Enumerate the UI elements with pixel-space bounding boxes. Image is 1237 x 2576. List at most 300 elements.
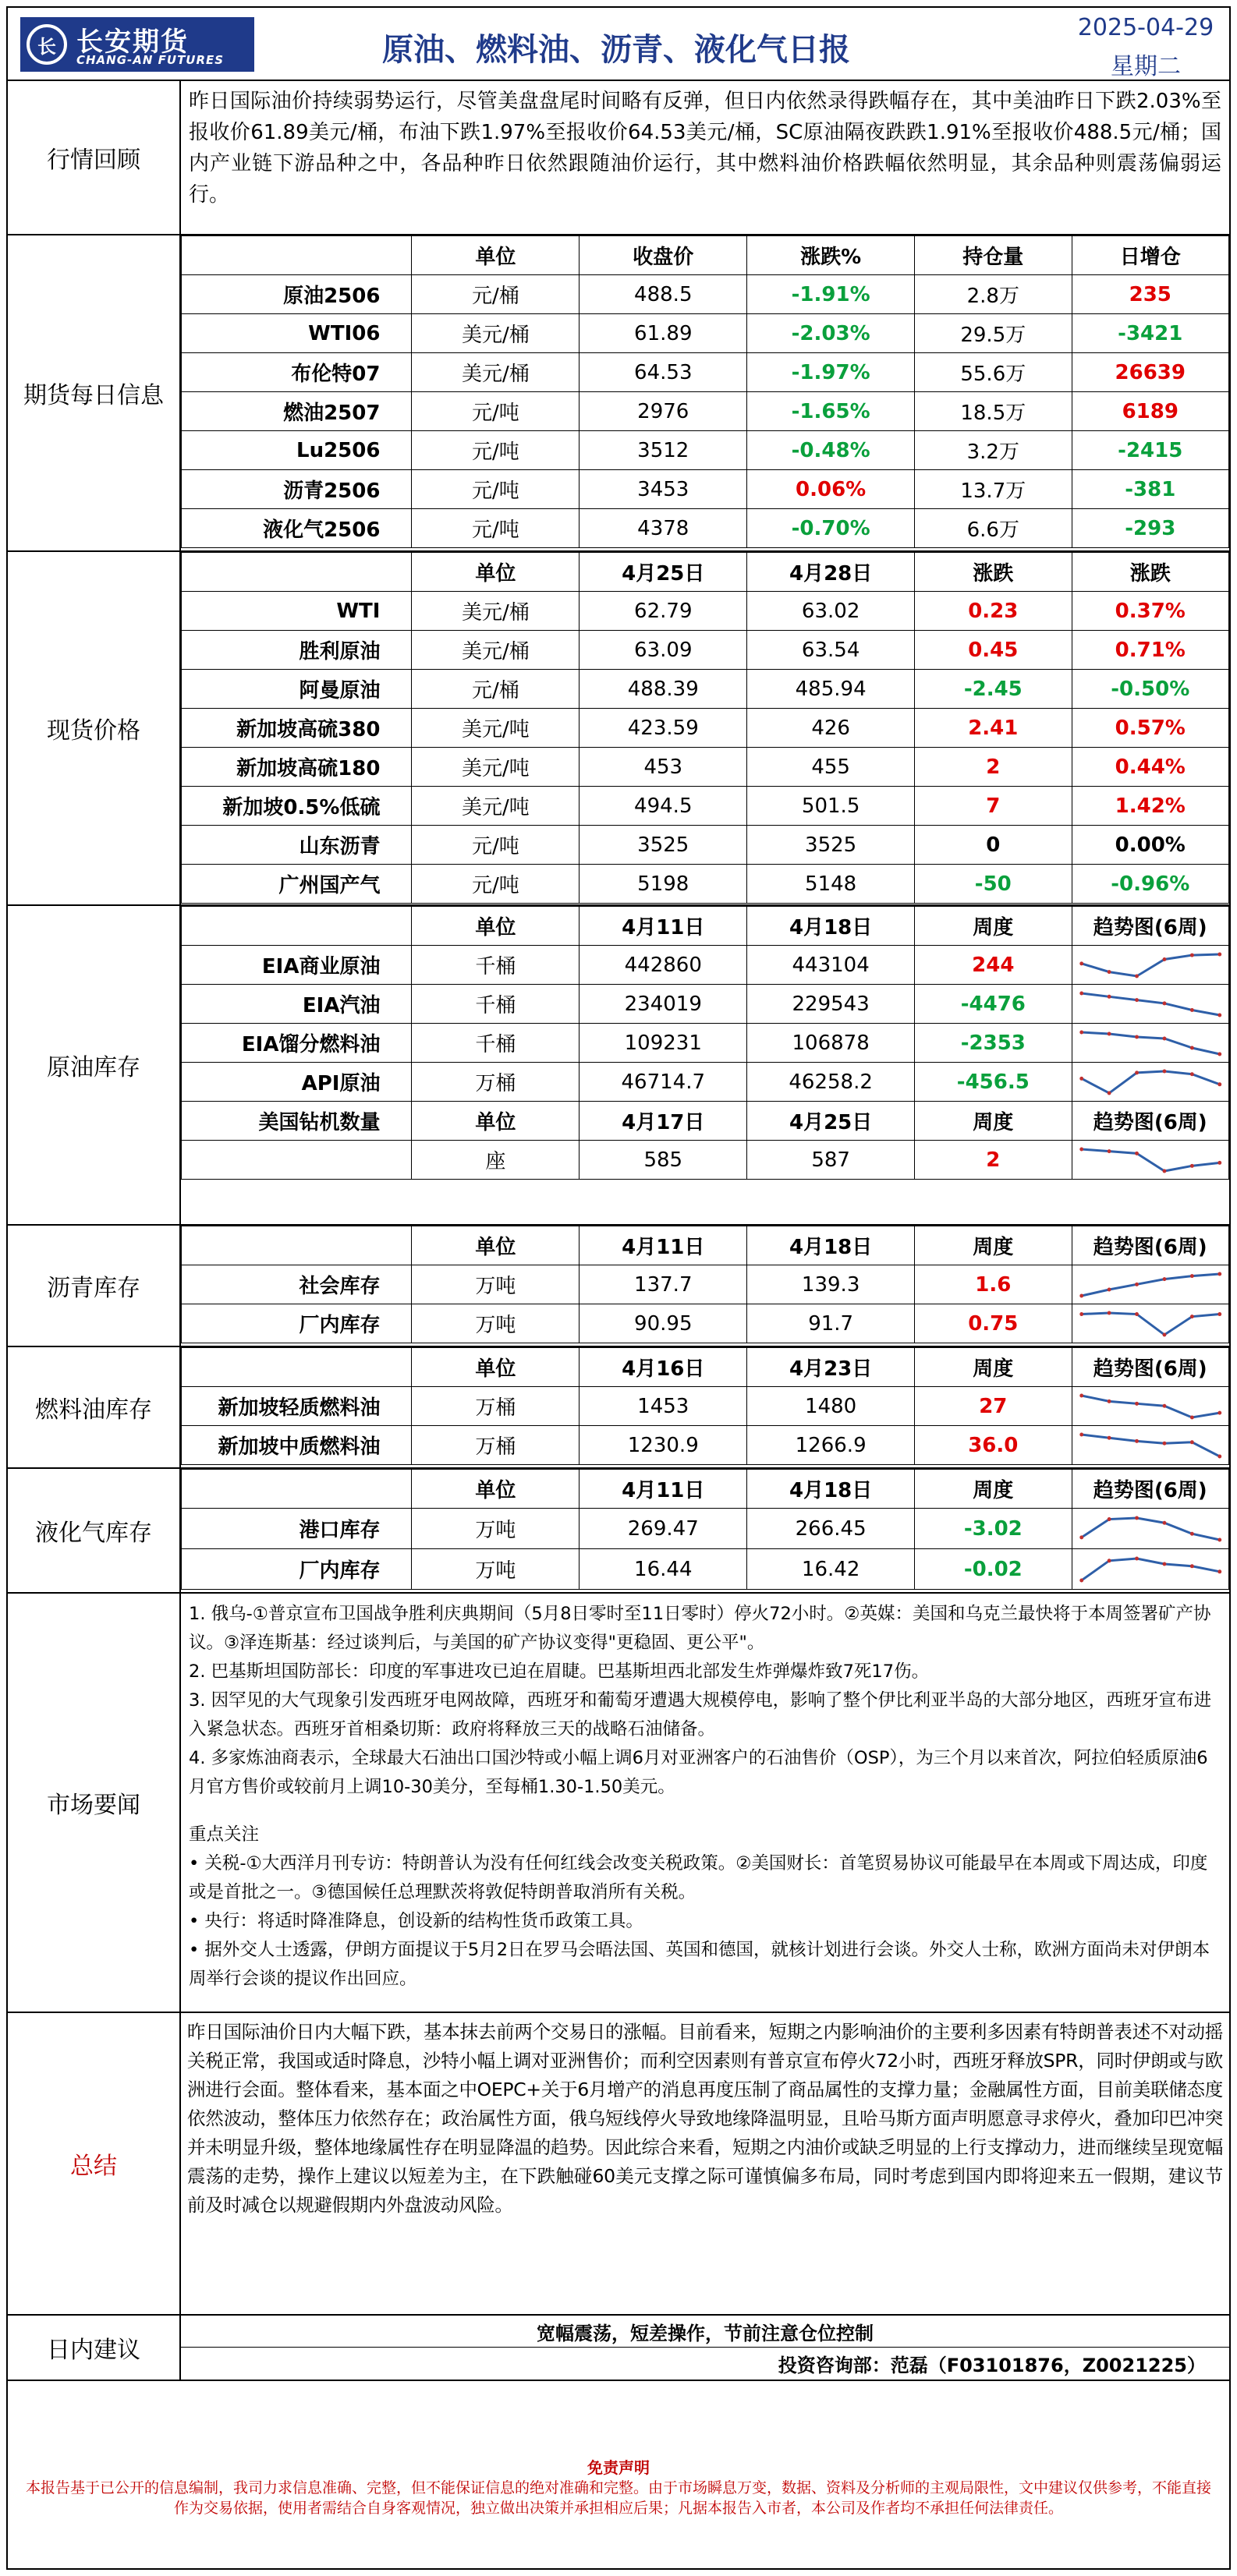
futures-table — [181, 235, 1229, 548]
trend-point — [1079, 991, 1083, 995]
header-cell: 4月28日 — [747, 553, 915, 592]
trend-line — [1081, 954, 1219, 976]
change-cell: 0.06% — [747, 470, 915, 509]
table-row — [182, 985, 1229, 1024]
trend-point — [1107, 994, 1111, 998]
table-row — [182, 1265, 1229, 1304]
unit-cell: 万吨 — [412, 1304, 580, 1343]
advice-line1: 宽幅震荡，短差操作，节前注意仓位控制 — [181, 2316, 1229, 2348]
value-cell: 229543 — [747, 985, 915, 1024]
trend-point — [1135, 1516, 1139, 1520]
header-cell: 涨跌 — [915, 553, 1072, 592]
unit-cell: 元/吨 — [412, 865, 580, 904]
header-cell: 持仓量 — [915, 236, 1072, 275]
change-cell: -0.50% — [1072, 670, 1228, 709]
change-cell: -0.96% — [1072, 865, 1228, 904]
lpg_inv-table — [181, 1469, 1229, 1590]
news-item: 2. 巴基斯坦国防部长：印度的军事进攻已迫在眉睫。巴基斯坦西北部发生炸弹爆炸致7死17伤。 — [189, 1661, 930, 1682]
trend-sparkline — [1076, 950, 1225, 981]
row-name: 山东沥青 — [182, 826, 412, 865]
trend-cell — [1072, 1509, 1228, 1549]
trend-cell — [1072, 1426, 1228, 1465]
value-cell: 29.5万 — [915, 314, 1072, 353]
change-cell: 0 — [915, 826, 1072, 865]
row-name: 新加坡中质燃料油 — [182, 1426, 412, 1465]
value-cell: 109231 — [580, 1024, 747, 1063]
trend-point — [1162, 1001, 1166, 1005]
header-cell: 涨跌% — [747, 236, 915, 275]
change-cell: -0.48% — [747, 431, 915, 470]
advice-section — [8, 2316, 1229, 2381]
header-cell: 4月25日 — [747, 1102, 915, 1141]
header-cell: 4月25日 — [580, 553, 747, 592]
header-cell: 趋势图(6周) — [1072, 1348, 1228, 1387]
header-cell: 单位 — [412, 1348, 580, 1387]
trend-point — [1162, 1169, 1166, 1173]
row-name: 港口库存 — [182, 1509, 412, 1549]
value-cell: 3525 — [580, 826, 747, 865]
row-name: 社会库存 — [182, 1265, 412, 1304]
trend-sparkline — [1076, 1067, 1225, 1098]
row-name: 广州国产气 — [182, 865, 412, 904]
header-cell — [182, 1226, 412, 1265]
value-cell: 1453 — [580, 1387, 747, 1426]
trend-point — [1107, 1517, 1111, 1521]
change-cell: 0.57% — [1072, 709, 1228, 748]
lpg-inventory-label: 液化气库存 — [8, 1469, 181, 1592]
unit-cell: 元/吨 — [412, 431, 580, 470]
disclaimer-text: 本报告基于已公开的信息编制，我司力求信息准确、完整，但不能保证信息的绝对准确和完整。由于市场瞬息万变，数据、资料及分析师的主观局限性，文中建议仅供参考，不能直接作为交易依据，使用者需结合自身客观情况，独立做出决策并承担相应后果；凡据本报告入市者，本公司及作者均不承担任何法律责任。 — [25, 2479, 1211, 2517]
unit-cell: 元/吨 — [412, 470, 580, 509]
value-cell: 13.7万 — [915, 470, 1072, 509]
unit-cell: 千桶 — [412, 1024, 580, 1063]
change-cell: 0.00% — [1072, 826, 1228, 865]
trend-sparkline — [1076, 989, 1225, 1020]
header-cell: 美国钻机数量 — [182, 1102, 412, 1141]
trend-point — [1162, 1403, 1166, 1407]
trend-cell — [1072, 1387, 1228, 1426]
market-news-section — [8, 1594, 1229, 2013]
change-cell: 7 — [915, 787, 1072, 826]
unit-cell: 美元/吨 — [412, 787, 580, 826]
table-row — [182, 709, 1229, 748]
trend-point — [1079, 1293, 1083, 1297]
change-cell: 0.71% — [1072, 631, 1228, 670]
trend-point — [1162, 1520, 1166, 1524]
header-cell: 日增仓 — [1072, 236, 1228, 275]
spot-table — [181, 552, 1229, 904]
value-cell: 2.8万 — [915, 275, 1072, 314]
row-name: EIA馏分燃料油 — [182, 1024, 412, 1063]
trend-line — [1081, 1559, 1219, 1580]
header-cell: 周度 — [915, 1470, 1072, 1509]
unit-cell: 美元/吨 — [412, 709, 580, 748]
row-name: 厂内库存 — [182, 1304, 412, 1343]
change-cell: 0.37% — [1072, 592, 1228, 631]
change-cell: -2.03% — [747, 314, 915, 353]
summary-section — [8, 2013, 1229, 2316]
row-name: WTI06 — [182, 314, 412, 353]
trend-point — [1079, 1432, 1083, 1436]
value-cell: 5148 — [747, 865, 915, 904]
trend-point — [1189, 1415, 1193, 1419]
trend-line — [1081, 1518, 1219, 1540]
trend-sparkline — [1076, 1430, 1225, 1461]
trend-point — [1135, 1035, 1139, 1039]
trend-point — [1218, 1160, 1221, 1164]
trend-cell — [1072, 1549, 1228, 1590]
trend-point — [1107, 1091, 1111, 1095]
trend-point — [1189, 1163, 1193, 1167]
header-cell — [182, 553, 412, 592]
change-cell: -0.70% — [747, 509, 915, 548]
trend-point — [1162, 1277, 1166, 1281]
trend-point — [1189, 1008, 1193, 1012]
value-cell: 455 — [747, 748, 915, 787]
unit-cell: 美元/吨 — [412, 748, 580, 787]
value-cell: 90.95 — [580, 1304, 747, 1343]
trend-point — [1079, 1312, 1083, 1316]
trend-point — [1189, 1564, 1193, 1568]
unit-cell: 美元/桶 — [412, 353, 580, 392]
change-cell: 2 — [915, 1141, 1072, 1180]
trend-point — [1162, 1562, 1166, 1566]
review-section — [8, 81, 1229, 235]
header-cell: 4月16日 — [580, 1348, 747, 1387]
unit-cell: 美元/桶 — [412, 314, 580, 353]
review-text: 昨日国际油价持续弱势运行，尽管美盘盘尾时间略有反弹，但日内依然录得跌幅存在，其中美油昨日下跌2.03%至报收价61.89美元/桶，布油下跌1.97%至报收价64.53美元/桶，SC原油隔夜跌跌1.91%至报收价488.5元/桶；国内产业链下游品种之中，各品种昨日依然跟随油价运行，其中燃料油价格跌幅依然明显，其余品种则震荡偏弱运行。 — [189, 90, 1221, 207]
value-cell: 3453 — [580, 470, 747, 509]
value-cell: 63.54 — [747, 631, 915, 670]
table-row — [182, 275, 1229, 314]
trend-line — [1081, 993, 1219, 1015]
fuel-inventory-label: 燃料油库存 — [8, 1347, 181, 1467]
change-cell: -293 — [1072, 509, 1228, 548]
crude-inventory-section — [8, 906, 1229, 1226]
futures-section — [8, 235, 1229, 552]
fuel-inventory-section — [8, 1347, 1229, 1469]
trend-point — [1135, 1282, 1139, 1286]
futures-label: 期货每日信息 — [8, 235, 181, 550]
trend-point — [1107, 1311, 1111, 1315]
value-cell: 106878 — [747, 1024, 915, 1063]
row-name: 沥青2506 — [182, 470, 412, 509]
value-cell: 16.44 — [580, 1549, 747, 1590]
focus-item: • 央行：将适时降准降息，创设新的结构性货币政策工具。 — [189, 1911, 643, 1931]
header-cell: 趋势图(6周) — [1072, 1470, 1228, 1509]
value-cell: 585 — [580, 1141, 747, 1180]
table-row — [182, 592, 1229, 631]
value-cell: 485.94 — [747, 670, 915, 709]
trend-point — [1189, 1440, 1193, 1444]
row-name: Lu2506 — [182, 431, 412, 470]
advice-label: 日内建议 — [8, 2316, 181, 2380]
focus-item: • 关税-①大西洋月刊专访：特朗普认为没有任何红线会改变关税政策。②美国财长：首笔贸易协议可能最早在本周或下周达成，印度或是首批之一。③德国候任总理默茨将敦促特朗普取消所有关税。 — [189, 1853, 1208, 1902]
row-name: 燃油2507 — [182, 392, 412, 431]
header-cell: 4月18日 — [747, 1226, 915, 1265]
trend-sparkline — [1076, 1391, 1225, 1422]
crude_inv-table — [181, 906, 1229, 1180]
unit-cell: 元/桶 — [412, 670, 580, 709]
crude-inventory-label: 原油库存 — [8, 906, 181, 1224]
change-cell: -381 — [1072, 470, 1228, 509]
news-item: 3. 因罕见的大气现象引发西班牙电网故障，西班牙和葡萄牙遭遇大规模停电，影响了整个伊比利亚半岛的大部分地区，西班牙宣布进入紧急状态。西班牙首相桑切斯：政府将释放三天的战略石油储备。 — [189, 1690, 1212, 1739]
asphalt_inv-table — [181, 1226, 1229, 1343]
disclaimer-title: 免责声明 — [587, 2458, 650, 2477]
trend-sparkline — [1076, 1554, 1225, 1585]
value-cell: 488.39 — [580, 670, 747, 709]
change-cell: 0.75 — [915, 1304, 1072, 1343]
unit-cell: 万桶 — [412, 1063, 580, 1102]
value-cell: 46714.7 — [580, 1063, 747, 1102]
change-cell: -456.5 — [915, 1063, 1072, 1102]
trend-point — [1135, 998, 1139, 1002]
trend-point — [1189, 1315, 1193, 1318]
header-cell: 4月11日 — [580, 1226, 747, 1265]
header-cell: 周度 — [915, 1102, 1072, 1141]
unit-cell: 万桶 — [412, 1387, 580, 1426]
table-row — [182, 748, 1229, 787]
change-cell: 0.23 — [915, 592, 1072, 631]
value-cell: 62.79 — [580, 592, 747, 631]
row-name: 原油2506 — [182, 275, 412, 314]
header-cell: 单位 — [412, 907, 580, 946]
value-cell: 501.5 — [747, 787, 915, 826]
focus-title: 重点关注 — [189, 1824, 260, 1845]
unit-cell: 美元/桶 — [412, 592, 580, 631]
trend-point — [1135, 1151, 1139, 1155]
report-title: 原油、燃料油、沥青、液化气日报 — [382, 32, 850, 68]
value-cell: 2976 — [580, 392, 747, 431]
table-row — [182, 1063, 1229, 1102]
value-cell: 64.53 — [580, 353, 747, 392]
value-cell: 3512 — [580, 431, 747, 470]
fuel_inv-table — [181, 1347, 1229, 1465]
trend-point — [1162, 1332, 1166, 1336]
header-cell: 趋势图(6周) — [1072, 1102, 1228, 1141]
header-cell: 单位 — [412, 1102, 580, 1141]
header-cell: 单位 — [412, 1226, 580, 1265]
value-cell: 91.7 — [747, 1304, 915, 1343]
header-cell: 4月18日 — [747, 907, 915, 946]
trend-point — [1189, 1531, 1193, 1535]
trend-point — [1218, 1569, 1221, 1573]
change-cell: -50 — [915, 865, 1072, 904]
value-cell: 587 — [747, 1141, 915, 1180]
trend-point — [1189, 1274, 1193, 1278]
row-name: API原油 — [182, 1063, 412, 1102]
lpg-inventory-section — [8, 1469, 1229, 1594]
row-name: 新加坡高硫180 — [182, 748, 412, 787]
trend-sparkline — [1076, 1145, 1225, 1176]
trend-point — [1079, 1393, 1083, 1397]
trend-point — [1079, 1076, 1083, 1080]
header-cell: 单位 — [412, 553, 580, 592]
table-row — [182, 314, 1229, 353]
table-row — [182, 631, 1229, 670]
row-name: 液化气2506 — [182, 509, 412, 548]
table-row — [182, 826, 1229, 865]
change-cell: 36.0 — [915, 1426, 1072, 1465]
value-cell: 18.5万 — [915, 392, 1072, 431]
table-row — [182, 392, 1229, 431]
report-weekday: 星期二 — [1111, 53, 1181, 80]
unit-cell: 座 — [412, 1141, 580, 1180]
header-cell: 周度 — [915, 1348, 1072, 1387]
table-row — [182, 1426, 1229, 1465]
advice-line2: 投资咨询部：范磊（F03101876，Z0021225） — [778, 2355, 1206, 2376]
header-cell — [182, 1470, 412, 1509]
trend-point — [1135, 1070, 1139, 1074]
change-cell: 235 — [1072, 275, 1228, 314]
header-cell: 4月17日 — [580, 1102, 747, 1141]
trend-point — [1107, 1031, 1111, 1035]
change-cell: -0.02 — [915, 1549, 1072, 1590]
trend-point — [1218, 1013, 1221, 1017]
summary-label: 总结 — [8, 2013, 181, 2314]
trend-point — [1107, 1435, 1111, 1439]
trend-point — [1079, 1147, 1083, 1151]
unit-cell: 千桶 — [412, 985, 580, 1024]
trend-line — [1081, 1274, 1219, 1296]
value-cell: 46258.2 — [747, 1063, 915, 1102]
unit-cell: 千桶 — [412, 946, 580, 985]
trend-point — [1218, 1272, 1221, 1276]
trend-line — [1081, 1313, 1219, 1335]
trend-point — [1107, 1149, 1111, 1153]
trend-point — [1218, 1410, 1221, 1414]
row-name: 新加坡0.5%低硫 — [182, 787, 412, 826]
trend-point — [1162, 1036, 1166, 1040]
row-name: 布伦特07 — [182, 353, 412, 392]
change-cell: -1.65% — [747, 392, 915, 431]
value-cell: 3525 — [747, 826, 915, 865]
header-cell — [182, 907, 412, 946]
trend-point — [1218, 952, 1221, 956]
value-cell: 5198 — [580, 865, 747, 904]
table-row — [182, 1141, 1229, 1180]
unit-cell: 万吨 — [412, 1509, 580, 1549]
trend-point — [1135, 1312, 1139, 1316]
value-cell: 1266.9 — [747, 1426, 915, 1465]
trend-point — [1189, 1072, 1193, 1076]
table-row — [182, 470, 1229, 509]
trend-line — [1081, 1396, 1219, 1417]
trend-cell — [1072, 1265, 1228, 1304]
header-cell: 4月18日 — [747, 1470, 915, 1509]
value-cell: 423.59 — [580, 709, 747, 748]
focus-item: • 据外交人士透露，伊朗方面提议于5月2日在罗马会晤法国、英国和德国，就核计划进行会谈。外交人士称，欧洲方面尚未对伊朗本周举行会谈的提议作出回应。 — [189, 1940, 1210, 1989]
trend-point — [1079, 1535, 1083, 1539]
table-row — [182, 431, 1229, 470]
trend-point — [1218, 1052, 1221, 1056]
table-row — [182, 1024, 1229, 1063]
change-cell: 0.45 — [915, 631, 1072, 670]
header-cell: 周度 — [915, 907, 1072, 946]
trend-point — [1135, 974, 1139, 978]
value-cell: 426 — [747, 709, 915, 748]
trend-cell — [1072, 1304, 1228, 1343]
trend-line — [1081, 1071, 1219, 1093]
trend-point — [1162, 1069, 1166, 1073]
trend-point — [1218, 1454, 1221, 1458]
value-cell: 266.45 — [747, 1509, 915, 1549]
change-cell: 1.6 — [915, 1265, 1072, 1304]
table-row — [182, 1549, 1229, 1590]
summary-text: 昨日国际油价日内大幅下跌，基本抹去前两个交易日的涨幅。目前看来，短期之内影响油价的主要利多因素有特朗普表述不对动摇关税正常，我国或适时降息，沙特小幅上调对亚洲售价；而利空因素则有普京宣布停火72小时，西班牙释放SPR，同时伊朗或与欧洲进行会面。整体看来，基本面之中OEPC+关于6月增产的消息再度压制了商品属性的支撑力量；金融属性方面，目前美联储态度依然波动，整体压力依然存在；政治属性方面，俄乌短线停火导致地缘降温明显，且哈马斯方面声明愿意寻求停火，叠加印巴冲突并未明显升级，整体地缘属性存在明显降温的趋势。因此综合来看，短期之内油价或缺乏明显的上行支撑动力，进而继续呈现宽幅震荡的走势，操作上建议以短差为主，在下跌触碰60美元支撑之际可谨慎偏多布局，同时考虑到国内即将迎来五一假期，建议节前及时减仓以规避假期内外盘波动风险。 — [187, 2021, 1223, 2216]
trend-point — [1189, 953, 1193, 957]
value-cell: 61.89 — [580, 314, 747, 353]
value-cell: 269.47 — [580, 1509, 747, 1549]
change-cell: 6189 — [1072, 392, 1228, 431]
change-cell: 2.41 — [915, 709, 1072, 748]
market-news-label: 市场要闻 — [8, 1594, 181, 2012]
company-logo — [20, 17, 254, 72]
change-cell: 0.44% — [1072, 748, 1228, 787]
header-cell — [182, 1348, 412, 1387]
change-cell: -2415 — [1072, 431, 1228, 470]
logo-cn: 长安期货 — [76, 27, 189, 58]
header-cell: 趋势图(6周) — [1072, 907, 1228, 946]
trend-point — [1107, 1287, 1111, 1291]
header-cell: 4月11日 — [580, 1470, 747, 1509]
trend-point — [1135, 1438, 1139, 1442]
header-cell: 单位 — [412, 1470, 580, 1509]
row-name: 阿曼原油 — [182, 670, 412, 709]
change-cell: 1.42% — [1072, 787, 1228, 826]
trend-point — [1107, 1559, 1111, 1562]
value-cell: 139.3 — [747, 1265, 915, 1304]
spot-section — [8, 552, 1229, 906]
trend-point — [1135, 1556, 1139, 1560]
table-row — [182, 353, 1229, 392]
table-row — [182, 670, 1229, 709]
trend-line — [1081, 1435, 1219, 1456]
table-row — [182, 1304, 1229, 1343]
value-cell: 4378 — [580, 509, 747, 548]
report-header — [8, 8, 1229, 81]
review-label: 行情回顾 — [8, 81, 181, 234]
row-name: EIA汽油 — [182, 985, 412, 1024]
news-item: 1. 俄乌-①普京宣布卫国战争胜利庆典期间（5月8日零时至11日零时）停火72小时。②英媒：美国和乌克兰最快将于本周签署矿产协议。③泽连斯基：经过谈判后，与美国的矿产协议变得"更稳固、更公平"。 — [189, 1604, 1211, 1653]
table-row — [182, 787, 1229, 826]
trend-line — [1081, 1149, 1219, 1171]
trend-line — [1081, 1032, 1219, 1054]
change-cell: -4476 — [915, 985, 1072, 1024]
trend-point — [1135, 1401, 1139, 1405]
trend-sparkline — [1076, 1308, 1225, 1339]
table-row — [182, 1387, 1229, 1426]
asphalt-inventory-section — [8, 1226, 1229, 1347]
header-cell: 单位 — [412, 236, 580, 275]
trend-point — [1218, 1537, 1221, 1541]
table-row — [182, 865, 1229, 904]
value-cell: 63.09 — [580, 631, 747, 670]
value-cell: 1230.9 — [580, 1426, 747, 1465]
unit-cell: 万吨 — [412, 1549, 580, 1590]
trend-point — [1079, 1578, 1083, 1582]
value-cell: 137.7 — [580, 1265, 747, 1304]
row-name: 胜利原油 — [182, 631, 412, 670]
header-cell: 涨跌 — [1072, 553, 1228, 592]
news-item: 4. 多家炼油商表示，全球最大石油出口国沙特或小幅上调6月对亚洲客户的石油售价（OSP），为三个月以来首次，阿拉伯轻质原油6月官方售价或较前月上调10-30美分，至每桶1.30-1.50美元。 — [189, 1748, 1208, 1797]
value-cell: 442860 — [580, 946, 747, 985]
value-cell: 63.02 — [747, 592, 915, 631]
trend-cell — [1072, 946, 1228, 985]
value-cell: 234019 — [580, 985, 747, 1024]
value-cell: 443104 — [747, 946, 915, 985]
trend-sparkline — [1076, 1513, 1225, 1545]
